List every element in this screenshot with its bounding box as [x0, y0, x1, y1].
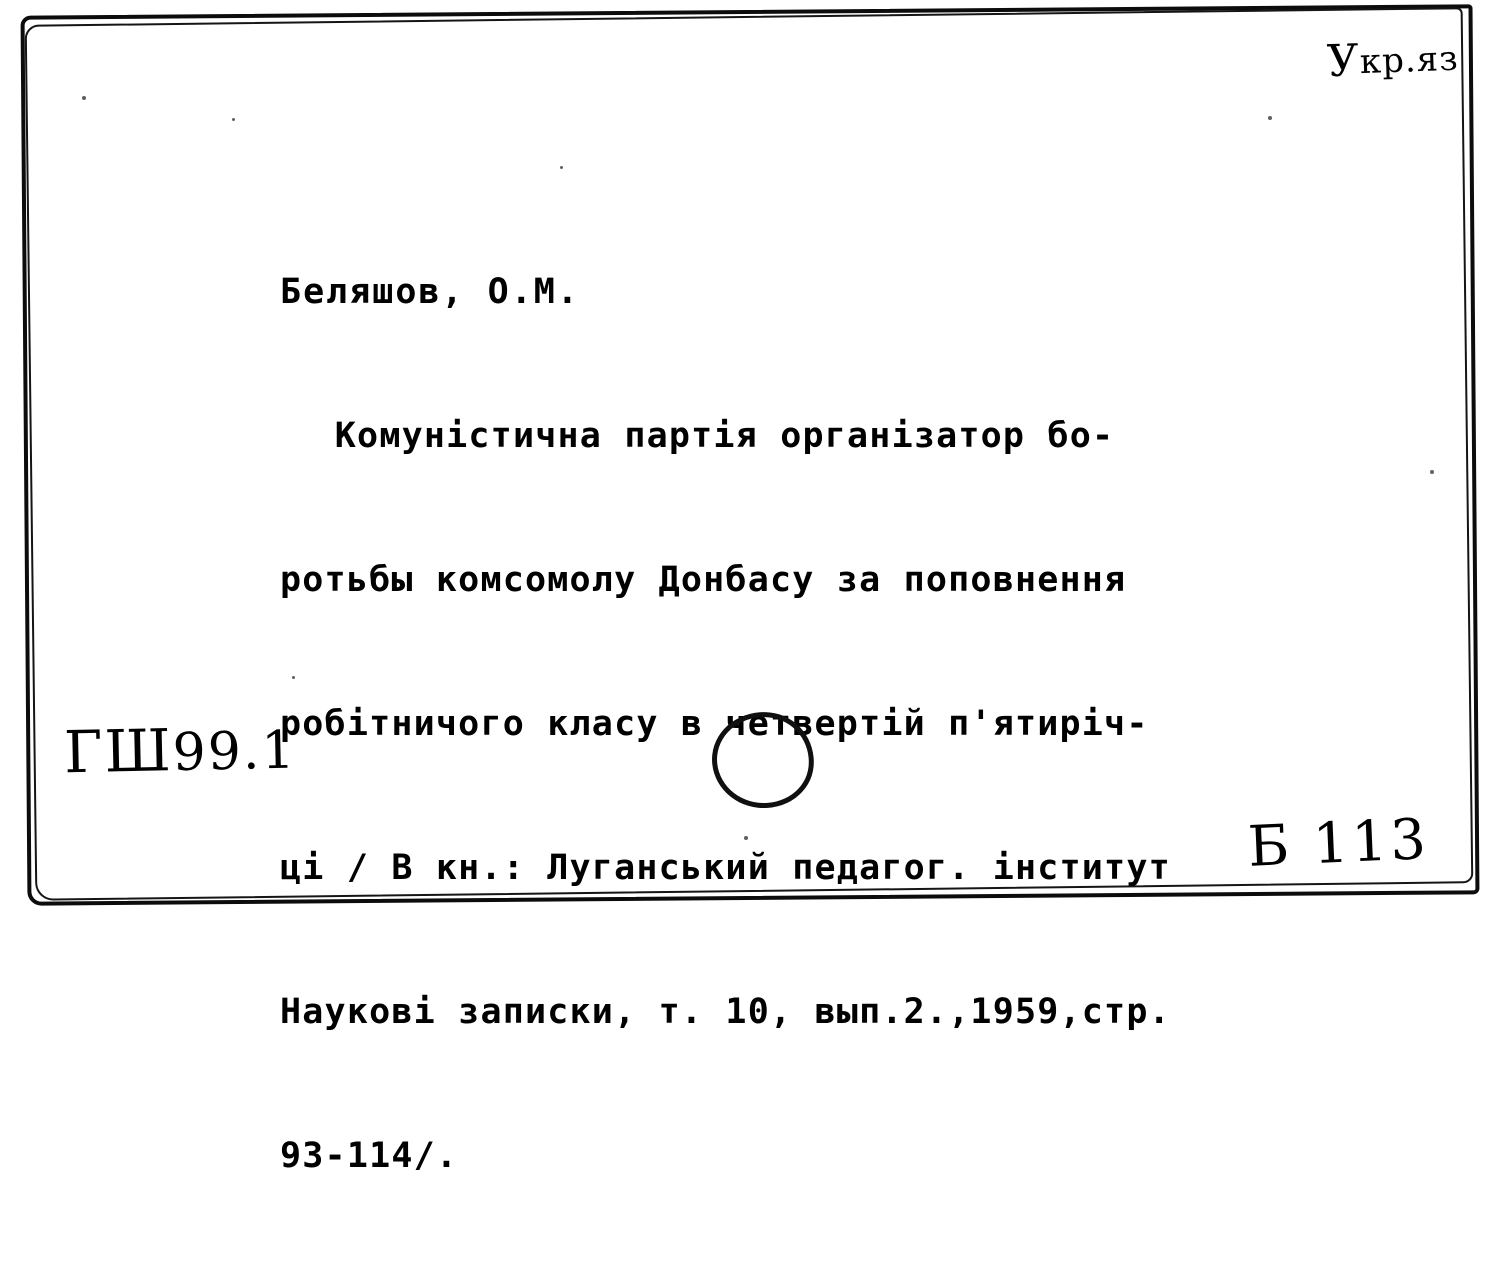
record-line-4: ці / В кн.: Луганський педагог. інститут — [280, 848, 1171, 888]
bottom-right-code: Б 113 — [1246, 807, 1431, 880]
language-annotation-initial: У — [1326, 35, 1362, 88]
language-annotation-rest: кр.яз — [1359, 38, 1460, 83]
record-line-5: Наукові записки, т. 10, вып.2.,1959,стр. — [280, 992, 1171, 1032]
scan-speckle — [82, 96, 86, 100]
record-line-6: 93-114/. — [280, 1136, 459, 1176]
scan-speckle — [1268, 116, 1272, 120]
shelf-mark-prefix: ГШ — [63, 716, 174, 787]
shelf-mark — [63, 714, 297, 787]
record-line-1: Комуністична партія організатор бо- — [334, 416, 1115, 456]
scan-speckle — [560, 166, 563, 169]
shelf-mark-number: 99.1 — [172, 720, 298, 784]
bibliographic-record — [280, 172, 1470, 1276]
scan-speckle — [232, 118, 235, 121]
record-line-3: робітничого класу в четвертій п'ятиріч- — [280, 704, 1149, 744]
language-annotation — [1327, 32, 1460, 88]
record-line-2: ротьбы комсомолу Донбасу за поповнення — [280, 560, 1127, 600]
record-author: Беляшов, О.М. — [280, 272, 580, 312]
